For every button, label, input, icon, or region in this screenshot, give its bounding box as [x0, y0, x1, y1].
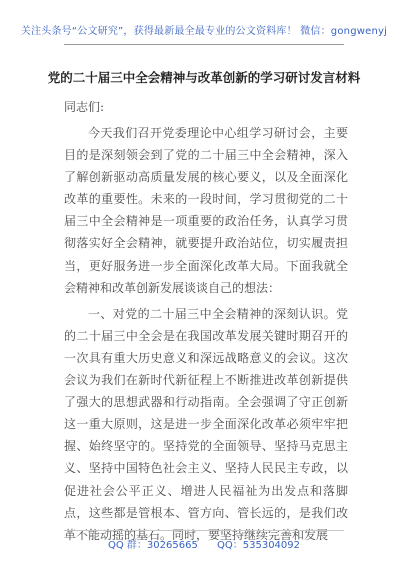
footer-contact — [0, 536, 408, 551]
document-title: 党的二十届三中全会精神与改革创新的学习研讨发言材料 — [47, 70, 361, 85]
header-divider — [64, 44, 344, 45]
footer-divider — [64, 530, 344, 531]
header-banner: 关注头条号“公文研究”，获得最新最全最专业的公文资料库！ 微信：gongwenyj — [20, 26, 388, 37]
salutation: 同志们: — [64, 100, 105, 114]
document-body — [64, 122, 348, 546]
paragraph-intro: 今天我们召开党委理论中心组学习研讨会，主要目的是深刻领会到了党的二十届三中全会精神，深入了解创新驱动高质量发展的核心要义，以及全面深化改革的重要性。未来的一段时间，学习贯彻党的二十届三中全会精神是一项重要的政治任务，认真学习贯彻落实好全会精神，就要提升政治站位，切实履责担当，更好服务进一步全面深化改革大局。下面我就全会精神和改革创新发展谈谈自己的想法： — [64, 126, 348, 295]
footer-qq-group: QQ 群：30265665 — [107, 540, 198, 551]
paragraph-section-one: 一、对党的二十届三中全会精神的深刻认识。党的二十届三中全会是在我国改革发展关键时期召开的一次具有重大历史意义和深远战略意义的会议。这次会议为我们在新时代新征程上不断推进改革创新提供了强大的思想武器和行动指南。全会强调了守正创新这一重大原则，这是进一步全面深化改革必须牢牢把握、始终坚守的。坚持党的全面领导、坚持马克思主义、坚持中国特色社会主义、坚持人民民主专政，以促进社会公平正义、增进人民福祉为出发点和落脚点，这些都是管根本、管方向、管长远的，是我们改革不能动摇的基石。同时，要坚持继续完善和发展 — [64, 306, 348, 542]
footer-qq-number: QQ：535304092 — [217, 540, 301, 551]
